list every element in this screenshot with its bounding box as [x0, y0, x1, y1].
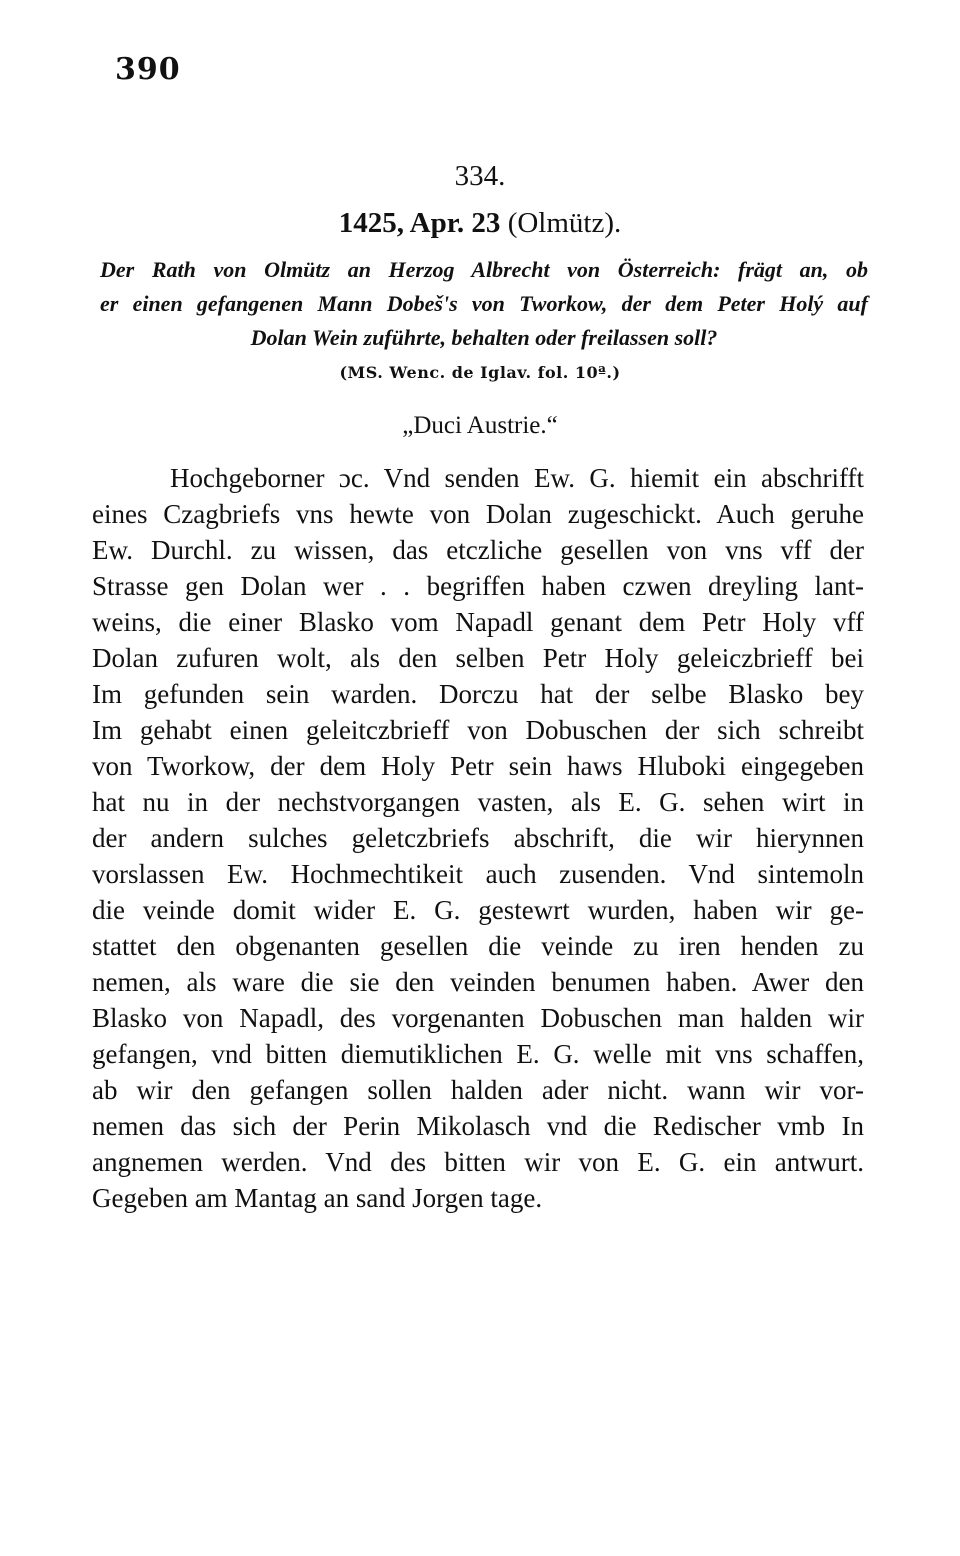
body-line: der andern sulches geletczbriefs abschrift, die wir hierynnen: [92, 823, 864, 853]
body-line: nemen das sich der Perin Mikolasch vnd die Redischer vmb In: [92, 1111, 864, 1141]
document-place: (Olmütz).: [507, 207, 622, 239]
body-line: eines Czagbriefs vns hewte von Dolan zugeschickt. Auch geruhe: [92, 499, 864, 529]
manuscript-source: (MS. Wenc. de Iglav. fol. 10ª.): [339, 363, 621, 382]
body-line: Hochgeborner ɔc. Vnd senden Ew. G. hiemit ein abschrifft: [170, 463, 864, 493]
body-line: Gegeben am Mantag an sand Jorgen tage.: [92, 1183, 543, 1213]
summary-line: er einen gefangenen Mann Dobeš's von Tworkow, der dem Peter Holý auf: [100, 291, 868, 316]
body-line: Blasko von Napadl, des vorgenanten Dobuschen man halden wir: [92, 1003, 864, 1033]
letter-body: [92, 460, 864, 1216]
body-line: die veinde domit wider E. G. gestewrt wurden, haben wir ge-: [92, 895, 864, 925]
body-line: stattet den obgenanten gesellen die veinde zu iren henden zu: [92, 931, 864, 961]
body-line: von Tworkow, der dem Holy Petr sein haws Hluboki eingegeben: [92, 751, 864, 781]
body-line: gefangen, vnd bitten diemutiklichen E. G. welle mit vns schaffen,: [92, 1039, 864, 1069]
letter-address: „Duci Austrie.“: [402, 412, 558, 439]
body-line: angnemen werden. Vnd des bitten wir von E. G. ein antwurt.: [92, 1147, 864, 1177]
body-line: nemen, als ware die sie den veinden benumen haben. Awer den: [92, 967, 864, 997]
document-date: 1425, Apr. 23: [338, 207, 501, 239]
body-line: hat nu in der nechstvorgangen vasten, als E. G. sehen wirt in: [92, 787, 864, 817]
body-line: vorslassen Ew. Hochmechtikeit auch zusenden. Vnd sintemoln: [92, 859, 864, 889]
body-line: Ew. Durchl. zu wissen, das etczliche gesellen von vns vff der: [92, 535, 864, 565]
summary-line: Der Rath von Olmütz an Herzog Albrecht von Österreich: frägt an, ob: [100, 257, 868, 282]
document-date-line: [0, 207, 960, 240]
body-line: ab wir den gefangen sollen halden ader nicht. wann wir vor-: [92, 1075, 864, 1105]
page-number: 390: [115, 52, 181, 87]
body-line: Im gehabt einen geleitczbrieff von Dobuschen der sich schreibt: [92, 715, 864, 745]
body-line: Strasse gen Dolan wer . . begriffen haben czwen dreyling lant-: [92, 571, 864, 601]
document-summary: [100, 253, 868, 355]
body-line: Dolan zufuren wolt, als den selben Petr Holy geleiczbrieff bei: [92, 643, 864, 673]
document-number: 334.: [454, 160, 506, 192]
summary-line: Dolan Wein zuführte, behalten oder freilassen soll?: [250, 325, 718, 350]
body-line: weins, die einer Blasko vom Napadl genant dem Petr Holy vff: [92, 607, 864, 637]
body-line: Im gefunden sein warden. Dorczu hat der selbe Blasko bey: [92, 679, 864, 709]
